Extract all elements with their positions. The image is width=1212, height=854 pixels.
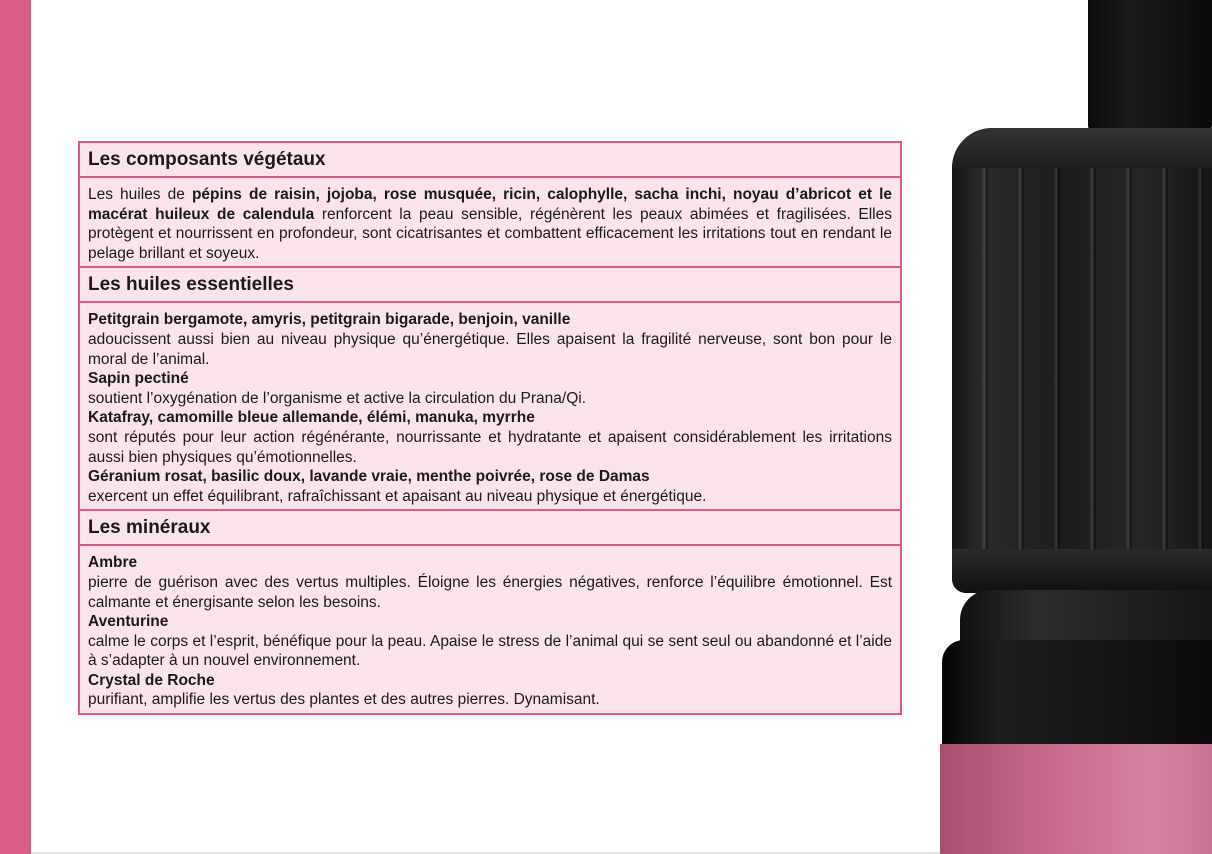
essential-item-name: Géranium rosat, basilic doux, lavande vraie, menthe poivrée, rose de Damas <box>88 468 650 486</box>
dropper-tip <box>1088 0 1212 135</box>
essential-item-name: Katafray, camomille bleue allemande, élémi, manuka, myrrhe <box>88 409 535 427</box>
essential-item-desc: sont réputés pour leur action régénérante, nourrissante et hydratante et apaisent considérablement les irritations aussi bien physiques qu’émotionnelles. <box>88 428 892 466</box>
mineral-item-name: Aventurine <box>88 613 169 631</box>
ingredients-table <box>78 141 902 715</box>
section-title-vegetal: Les composants végétaux <box>80 143 900 178</box>
bottle-label <box>940 744 1212 854</box>
mineral-item-name: Crystal de Roche <box>88 671 215 689</box>
vegetal-description: renforcent la peau sensible, régénèrent les peaux abimées et fragilisées. Elles protègent et nourrissent en profondeur, sont cicatrisantes et combattent efficacement les irritations tout en rendant le pelage brillant et soyeux. <box>88 205 892 262</box>
product-bottle-image <box>930 0 1212 854</box>
essential-item-desc: soutient l’oxygénation de l’organisme et active la circulation du Prana/Qi. <box>88 389 586 407</box>
essential-item-desc: exercent un effet équilibrant, rafraîchissant et apaisant au niveau physique et énergétique. <box>88 487 707 505</box>
section-body-vegetal <box>80 178 900 268</box>
mineral-item-name: Ambre <box>88 554 138 572</box>
mineral-item-desc: pierre de guérison avec des vertus multiples. Éloigne les énergies négatives, renforce l’équilibre émotionnel. Est calmante et énergisante selon les besoins. <box>88 573 892 611</box>
essential-item-name: Petitgrain bergamote, amyris, petitgrain bigarade, benjoin, vanille <box>88 311 571 329</box>
section-body-minerals <box>80 546 900 713</box>
section-body-essential <box>80 303 900 511</box>
side-accent-bar <box>0 0 31 854</box>
section-title-minerals: Les minéraux <box>80 511 900 546</box>
essential-item-desc: adoucissent aussi bien au niveau physique qu’énergétique. Elles apaisent la fragilité nerveuse, sont bon pour le moral de l’animal. <box>88 330 892 368</box>
essential-item-name: Sapin pectiné <box>88 370 189 388</box>
bottle-glass <box>942 640 1212 750</box>
vegetal-intro: Les huiles de <box>88 186 192 203</box>
section-title-essential: Les huiles essentielles <box>80 268 900 303</box>
mineral-item-desc: purifiant, amplifie les vertus des plantes et des autres pierres. Dynamisant. <box>88 691 600 709</box>
bottle-cap <box>952 128 1212 593</box>
mineral-item-desc: calme le corps et l’esprit, bénéfique pour la peau. Apaise le stress de l’animal qui se sent seul ou abandonné et l’aide à s’adapter à un nouvel environnement. <box>88 632 892 670</box>
vegetal-oils-list: pépins de raisin, jojoba, rose musquée, ricin, calophylle, sacha inchi, noyau d’abricot et le macérat huileux de calendula <box>88 186 892 223</box>
